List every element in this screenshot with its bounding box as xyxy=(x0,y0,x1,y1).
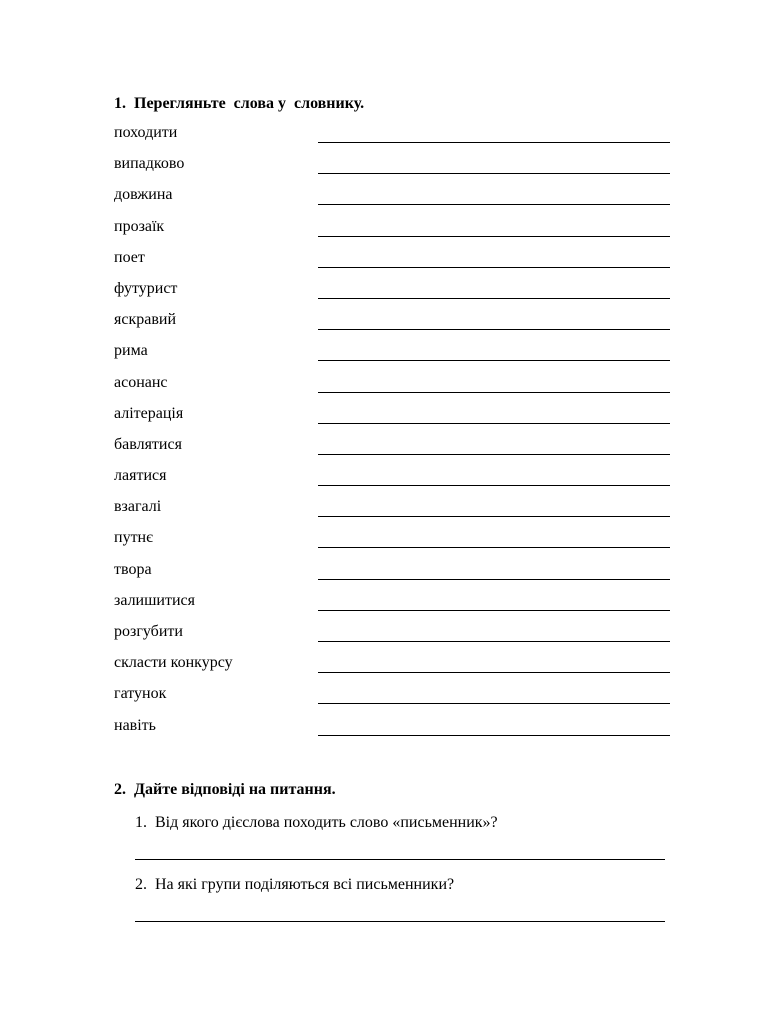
vocab-word: навіть xyxy=(114,716,156,734)
vocab-row xyxy=(0,685,770,716)
vocab-answer-line[interactable] xyxy=(318,392,670,393)
vocab-row xyxy=(0,342,770,373)
vocab-answer-line[interactable] xyxy=(318,735,670,736)
vocab-answer-line[interactable] xyxy=(318,204,670,205)
vocab-answer-line[interactable] xyxy=(318,329,670,330)
vocab-word: прозаїк xyxy=(114,217,165,235)
answer-line-1[interactable] xyxy=(135,859,665,860)
vocab-row xyxy=(0,623,770,654)
vocab-word: асонанс xyxy=(114,373,168,391)
vocab-word: путнє xyxy=(114,529,153,547)
vocab-answer-line[interactable] xyxy=(318,516,670,517)
vocab-word: залишитися xyxy=(114,591,196,609)
vocab-row xyxy=(0,249,770,280)
vocab-row xyxy=(0,561,770,592)
vocab-row xyxy=(0,717,770,748)
vocab-word: гатунок xyxy=(114,685,167,703)
section-2-heading: 2. Дайте відповіді на питання. xyxy=(114,781,336,798)
vocab-answer-line[interactable] xyxy=(318,610,670,611)
vocab-word: походити xyxy=(114,124,178,141)
question-2: 2. На які групи поділяються всі письменники? xyxy=(135,876,455,893)
section-1-heading: 1. Перегляньте слова у словнику. xyxy=(114,95,365,112)
vocab-row xyxy=(0,654,770,685)
vocab-answer-line[interactable] xyxy=(318,142,670,143)
vocabulary-list xyxy=(0,124,770,748)
vocab-row xyxy=(0,592,770,623)
vocab-word: лаятися xyxy=(114,467,167,485)
vocab-row xyxy=(0,405,770,436)
vocab-word: бавлятися xyxy=(114,435,182,453)
vocab-row xyxy=(0,311,770,342)
vocab-answer-line[interactable] xyxy=(318,672,670,673)
vocab-row xyxy=(0,436,770,467)
vocab-word: яскравий xyxy=(114,311,177,329)
vocab-answer-line[interactable] xyxy=(318,703,670,704)
vocab-answer-line[interactable] xyxy=(318,547,670,548)
vocab-row xyxy=(0,186,770,217)
vocab-word: поет xyxy=(114,248,145,266)
vocab-row xyxy=(0,498,770,529)
question-1: 1. Від якого дієслова походить слово «письменник»? xyxy=(135,814,498,831)
vocab-row xyxy=(0,124,770,155)
vocab-answer-line[interactable] xyxy=(318,454,670,455)
answer-line-2[interactable] xyxy=(135,921,665,922)
vocab-row xyxy=(0,155,770,186)
vocab-answer-line[interactable] xyxy=(318,641,670,642)
vocab-row xyxy=(0,467,770,498)
vocab-row xyxy=(0,280,770,311)
vocab-row xyxy=(0,529,770,560)
vocab-answer-line[interactable] xyxy=(318,298,670,299)
vocab-word: взагалі xyxy=(114,498,162,516)
vocab-answer-line[interactable] xyxy=(318,236,670,237)
vocab-answer-line[interactable] xyxy=(318,360,670,361)
vocab-word: довжина xyxy=(114,186,173,204)
vocab-row xyxy=(0,374,770,405)
vocab-answer-line[interactable] xyxy=(318,579,670,580)
vocab-word: скласти конкурсу xyxy=(114,654,233,672)
vocab-answer-line[interactable] xyxy=(318,423,670,424)
vocab-word: твора xyxy=(114,560,152,578)
vocab-row xyxy=(0,218,770,249)
vocab-word: алітерація xyxy=(114,404,184,422)
vocab-word: футурист xyxy=(114,279,178,297)
vocab-word: випадково xyxy=(114,155,185,173)
vocab-answer-line[interactable] xyxy=(318,485,670,486)
vocab-word: розгубити xyxy=(114,623,183,640)
vocab-answer-line[interactable] xyxy=(318,173,670,174)
vocab-answer-line[interactable] xyxy=(318,267,670,268)
vocab-word: рима xyxy=(114,342,148,360)
